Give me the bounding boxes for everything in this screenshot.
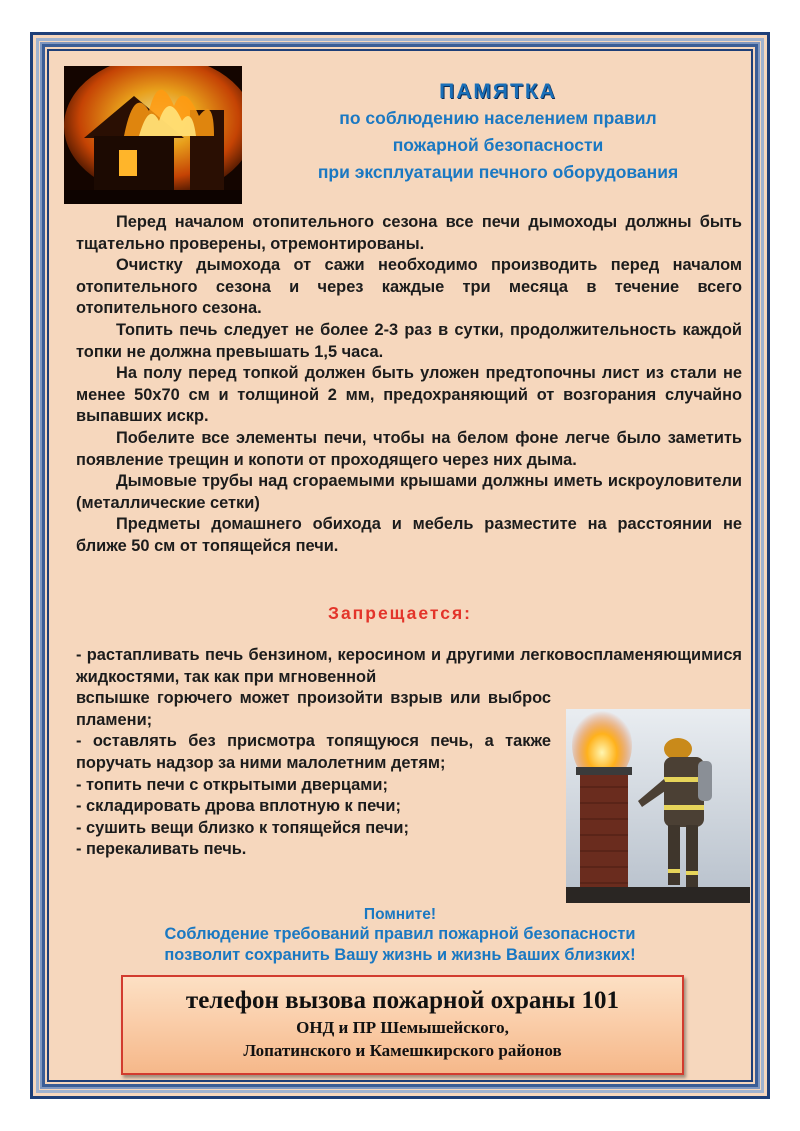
department-line-2: Лопатинского и Камешкирского районов bbox=[243, 1041, 562, 1060]
header bbox=[258, 80, 738, 185]
emergency-phone-box bbox=[121, 975, 684, 1075]
forbidden-item: - сушить вещи близко к топящейся печи; bbox=[76, 818, 409, 837]
forbidden-item: - топить печи с открытыми дверцами; bbox=[76, 775, 388, 794]
subtitle-line-1: по соблюдению населением правил bbox=[339, 108, 657, 128]
department-line-1: ОНД и ПР Шемышейского, bbox=[296, 1018, 509, 1037]
rule-paragraph: Предметы домашнего обихода и мебель разместите на расстоянии не ближе 50 см от топящейся печи. bbox=[76, 515, 742, 555]
forbidden-item: вспышке горючего может произойти взрыв или выброс пламени; bbox=[76, 689, 551, 729]
firefighter-chimney-icon bbox=[566, 709, 750, 903]
remember-title: Помните! bbox=[363, 906, 437, 923]
forbidden-item: - оставлять без присмотра топящуюся печь, а также поручать надзор за ними малолетним детям; bbox=[76, 732, 551, 772]
rule-paragraph: Побелите все элементы печи, чтобы на белом фоне легче было заметить появление трещин и копоти от проходящего через них дыма. bbox=[76, 428, 742, 469]
forbidden-heading: Запрещается: bbox=[327, 603, 472, 623]
subtitle-line-3: при эксплуатации печного оборудования bbox=[317, 162, 679, 182]
remember-line-1: Соблюдение требований правил пожарной безопасности bbox=[164, 925, 636, 943]
rules-text bbox=[76, 212, 742, 558]
rule-paragraph: Топить печь следует не более 2-3 раз в сутки, продолжительность каждой топки не должна превышать 1,5 часа. bbox=[76, 320, 742, 361]
forbidden-item: - складировать дрова вплотную к печи; bbox=[76, 797, 401, 816]
remember-block bbox=[100, 906, 700, 966]
rule-paragraph: Очистку дымохода от сажи необходимо производить перед началом отопительного сезона и через каждые три месяца в течение всего отопительного сезона. bbox=[76, 256, 742, 318]
phone-number-text: телефон вызова пожарной охраны 101 bbox=[185, 987, 620, 1014]
subtitle-line-2: пожарной безопасности bbox=[392, 135, 604, 155]
rule-paragraph: На полу перед топкой должен быть уложен предтопочны лист из стали не менее 50х70 см и толщиной 2 мм, предохраняющий от возгорания случайно выпавших искр. bbox=[76, 364, 742, 426]
forbidden-item: - растапливать печь бензином, керосином и другими легковоспламеняющимися жидкостями, так как при мгновенной bbox=[76, 646, 742, 686]
burning-house-icon bbox=[64, 66, 242, 204]
page-title: ПАМЯТКА bbox=[439, 80, 557, 103]
remember-line-2: позволит сохранить Вашу жизнь и жизнь Ваших близких! bbox=[164, 946, 636, 964]
rule-paragraph: Дымовые трубы над сгораемыми крышами должны иметь искроуловители (металлические сетки) bbox=[76, 472, 742, 512]
rule-paragraph: Перед началом отопительного сезона все печи дымоходы должны быть тщательно проверены, отремонтированы. bbox=[76, 213, 742, 253]
forbidden-item: - перекаливать печь. bbox=[76, 840, 247, 859]
